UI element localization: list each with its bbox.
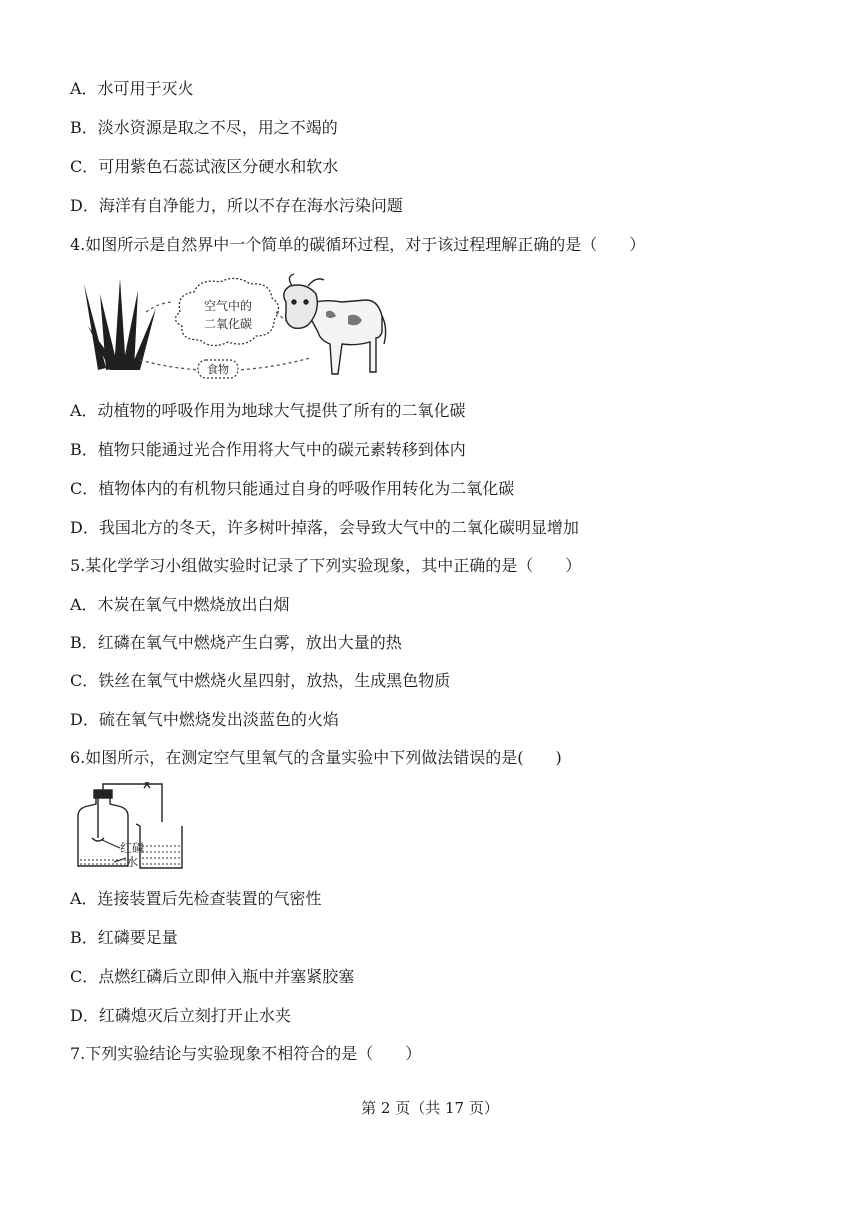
option-6d: D．红磷熄灭后立刻打开止水夹 bbox=[70, 1006, 291, 1025]
cloud-text-1: 空气中的 bbox=[203, 299, 253, 313]
water-label: 水 bbox=[126, 855, 139, 869]
question-4: 4.如图所示是自然界中一个简单的碳循环过程，对于该过程理解正确的是（ ） bbox=[70, 235, 646, 254]
grass-illustration bbox=[84, 278, 156, 370]
option-5b: B．红磷在氧气中燃烧产生白雾，放出大量的热 bbox=[70, 633, 402, 652]
option-6b: B．红磷要足量 bbox=[70, 928, 178, 947]
question-5: 5.某化学学习小组做实验时记录了下列实验现象，其中正确的是（ ） bbox=[70, 556, 582, 575]
option-4a: A．动植物的呼吸作用为地球大气提供了所有的二氧化碳 bbox=[70, 401, 466, 420]
option-4b: B．植物只能通过光合作用将大气中的碳元素转移到体内 bbox=[70, 440, 466, 459]
option-3a: A．水可用于灭火 bbox=[70, 79, 194, 98]
oxygen-experiment-figure bbox=[74, 782, 184, 872]
carbon-cycle-figure bbox=[80, 272, 390, 384]
option-6a: A．连接装置后先检查装置的气密性 bbox=[70, 889, 322, 908]
page-footer: 第 2 页（共 17 页） bbox=[361, 1099, 499, 1117]
option-4d: D．我国北方的冬天，许多树叶掉落，会导致大气中的二氧化碳明显增加 bbox=[70, 518, 579, 537]
option-4c: C．植物体内的有机物只能通过自身的呼吸作用转化为二氧化碳 bbox=[70, 479, 515, 498]
option-6c: C．点燃红磷后立即伸入瓶中并塞紧胶塞 bbox=[70, 967, 355, 986]
question-7: 7.下列实验结论与实验现象不相符合的是（ ） bbox=[70, 1044, 422, 1063]
food-label: 食物 bbox=[207, 363, 229, 376]
question-6: 6.如图所示，在测定空气里氧气的含量实验中下列做法错误的是( ) bbox=[70, 748, 562, 767]
cow-illustration bbox=[284, 274, 386, 374]
option-5a: A．木炭在氧气中燃烧放出白烟 bbox=[70, 595, 290, 614]
cloud-text-2: 二氧化碳 bbox=[203, 317, 253, 331]
option-5c: C．铁丝在氧气中燃烧火星四射，放热，生成黑色物质 bbox=[70, 671, 451, 690]
option-3c: C．可用紫色石蕊试液区分硬水和软水 bbox=[70, 157, 339, 176]
option-5d: D．硫在氧气中燃烧发出淡蓝色的火焰 bbox=[70, 710, 339, 729]
option-3d: D．海洋有自净能力，所以不存在海水污染问题 bbox=[70, 196, 403, 215]
red-phosphorus-label: 红磷 bbox=[120, 841, 145, 855]
option-3b: B．淡水资源是取之不尽，用之不竭的 bbox=[70, 118, 338, 137]
